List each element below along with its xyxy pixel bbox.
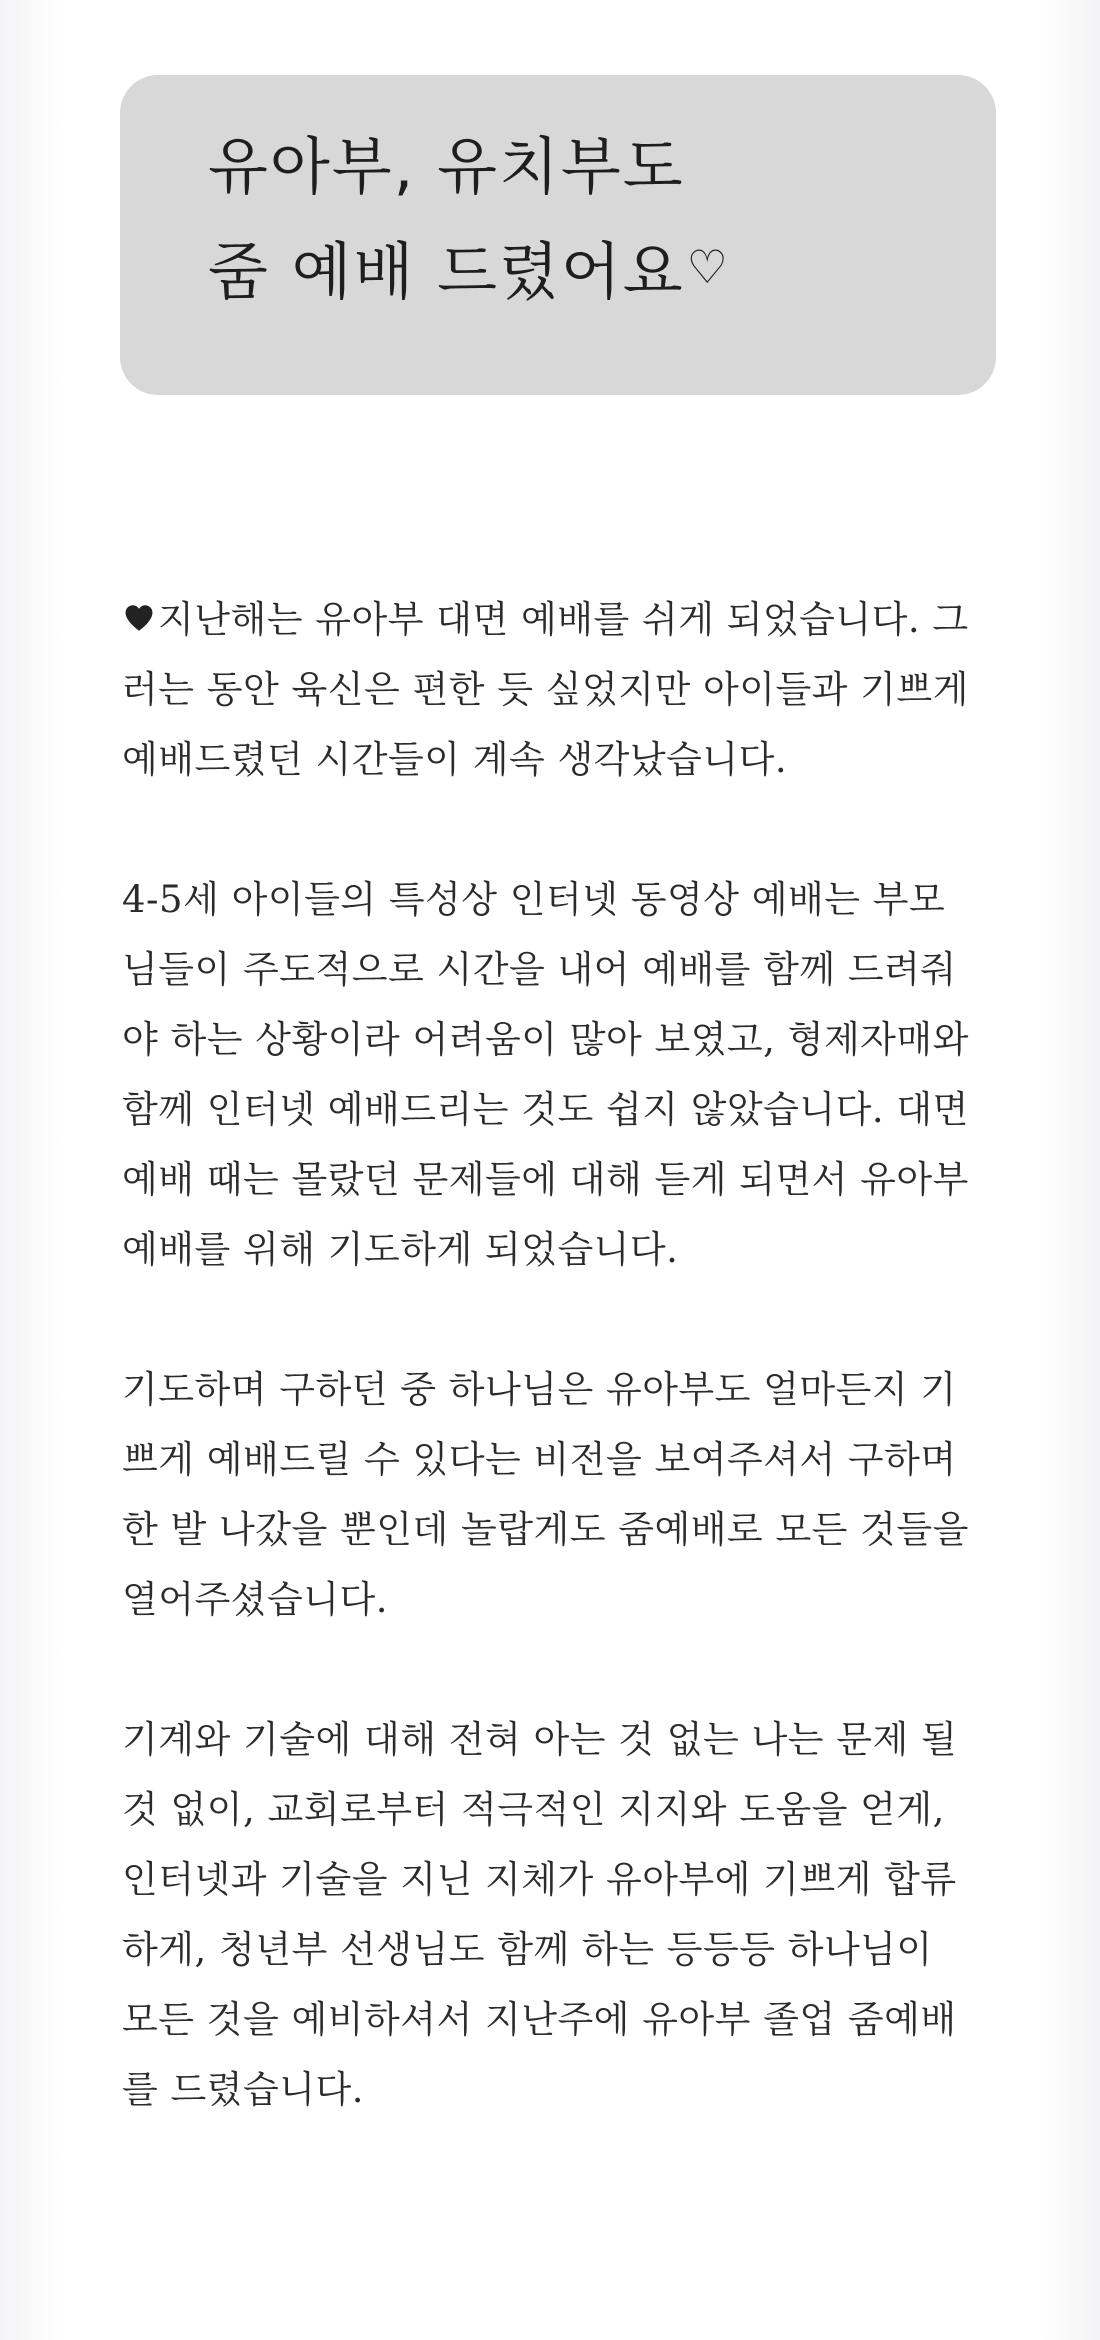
paragraph-2: [122, 865, 1002, 1285]
paragraph-line: 하게, 청년부 선생님도 함께 하는 등등등 하나님이: [122, 1928, 933, 1971]
paragraph-line: [122, 585, 1002, 655]
paragraph-line: 러는 동안 육신은 편한 듯 싶었지만 아이들과 기쁘게: [122, 668, 969, 711]
title-card: [120, 75, 996, 395]
paragraph-line: 함께 인터넷 예배드리는 것도 쉽지 않았습니다. 대면: [122, 1088, 969, 1131]
paragraph-line: 예배드렸던 시간들이 계속 생각났습니다.: [122, 738, 788, 781]
paragraph-line: 열어주셨습니다.: [122, 1578, 388, 1621]
paragraph-line: 4-5세 아이들의 특성상 인터넷 동영상 예배는 부모: [122, 878, 946, 921]
title-line-1: 유아부, 유치부도: [208, 130, 685, 203]
paragraph-line: 인터넷과 기술을 지닌 지체가 유아부에 기쁘게 합류: [122, 1858, 957, 1901]
paragraph-4: [122, 1705, 1002, 2125]
paragraph-line: 쁘게 예배드릴 수 있다는 비전을 보여주셔서 구하며: [122, 1438, 957, 1481]
paragraph-1: [122, 585, 1002, 795]
title-line-2-text: 줌 예배 드렸어요: [208, 235, 685, 308]
paragraph-line: 야 하는 상황이라 어려움이 많아 보였고, 형제자매와: [122, 1018, 969, 1061]
paragraph-line: 것 없이, 교회로부터 적극적인 지지와 도움을 얻게,: [122, 1788, 945, 1831]
paragraph-line: 예배 때는 몰랐던 문제들에 대해 듣게 되면서 유아부: [122, 1158, 969, 1201]
paragraph-line: 를 드렸습니다.: [122, 2068, 364, 2111]
paragraph-3: [122, 1355, 1002, 1635]
article-body: [122, 585, 1002, 2195]
paragraph-line-text: 지난해는 유아부 대면 예배를 쉬게 되었습니다. 그: [158, 598, 969, 641]
paragraph-line: 예배를 위해 기도하게 되었습니다.: [122, 1228, 679, 1271]
paragraph-line: 기도하며 구하던 중 하나님은 유아부도 얼마든지 기: [122, 1368, 957, 1411]
title-line-2: [208, 217, 996, 322]
paragraph-line: 기계와 기술에 대해 전혀 아는 것 없는 나는 문제 될: [122, 1718, 958, 1761]
paragraph-line: 님들이 주도적으로 시간을 내어 예배를 함께 드려줘: [122, 948, 957, 991]
paragraph-line: 모든 것을 예비하셔서 지난주에 유아부 졸업 줌예배: [122, 1998, 957, 2041]
heart-icon: [122, 601, 156, 635]
paragraph-line: 한 발 나갔을 뿐인데 놀랍게도 줌예배로 모든 것들을: [122, 1508, 969, 1551]
heart-outline-icon: ♡: [686, 240, 730, 294]
